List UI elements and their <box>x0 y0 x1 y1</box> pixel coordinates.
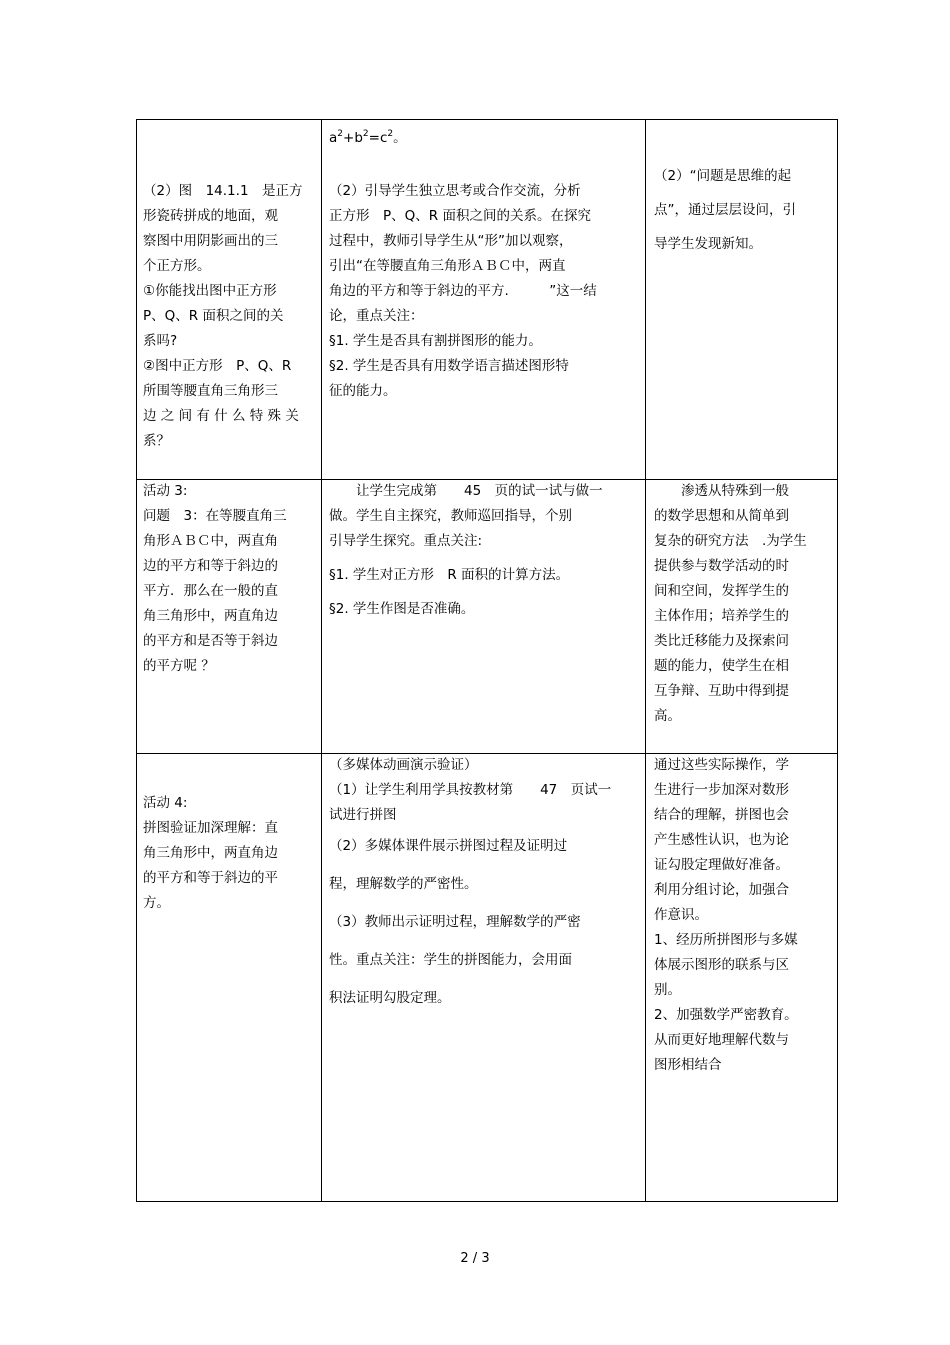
text-line: 过程中，教师引导学生从“形”加以观察， <box>329 233 573 249</box>
lesson-plan-table <box>136 119 838 1202</box>
text-line: 正方形 P、Q、R 面积之间的关系。在探究 <box>329 208 591 224</box>
text-line: P、Q、R 面积之间的关 <box>143 308 284 324</box>
row1-formula <box>329 126 641 153</box>
text-line: 主体作用；培养学生的 <box>654 608 789 624</box>
text-line: 题的能力，使学生在相 <box>654 658 789 674</box>
text-line: 图形相结合 <box>654 1057 722 1073</box>
table-border-right <box>837 119 838 1202</box>
row1-activity-cell <box>143 179 315 454</box>
text-line: 类比迁移能力及探索问 <box>654 633 789 649</box>
text-line: （2）多媒体课件展示拼图过程及证明过 <box>329 838 568 854</box>
table-border-bottom <box>136 1201 838 1202</box>
text-line: （2）图 14.1.1 是正方 <box>143 183 303 199</box>
text-line: 生进行一步加深对数形 <box>654 782 789 798</box>
text-line: （2）引导学生独立思考或合作交流，分析 <box>329 183 581 199</box>
text-line: 让学生完成第 45 页的试一试与做一 <box>329 483 603 499</box>
text-line: 积法证明勾股定理。 <box>329 990 451 1006</box>
text-line: §2. 学生是否具有用数学语言描述图形特 <box>329 358 569 374</box>
formula-term: +b <box>343 130 363 146</box>
row3-intent-cell <box>654 753 832 1078</box>
text-line: 复杂的研究方法 .为学生 <box>654 533 807 549</box>
text-line: §1. 学生是否具有割拼图形的能力。 <box>329 333 542 349</box>
text-line: 的平方和是否等于斜边 <box>143 633 278 649</box>
row1-intent-cell <box>654 159 832 261</box>
formula-term: 。 <box>393 130 407 146</box>
text-line: 所围等腰直角三角形三 <box>143 383 278 399</box>
text-line: 产生感性认识，也为论 <box>654 832 789 848</box>
text-line: 的数学思想和从简单到 <box>654 508 789 524</box>
text-line: 试进行拼图 <box>329 807 397 823</box>
text-line: 角三角形中，两直角边 <box>143 845 278 861</box>
text-line: 通过这些实际操作，学 <box>654 757 789 773</box>
text-line: 个正方形。 <box>143 258 211 274</box>
text-line: 渗透从特殊到一般 <box>654 483 789 499</box>
text-line: 的平方和等于斜边的平 <box>143 870 278 886</box>
text-line: 高。 <box>654 708 681 724</box>
text-line: 平方．那么在一般的直 <box>143 583 278 599</box>
text-line: 系吗? <box>143 333 178 349</box>
text-line: 论，重点关注： <box>329 308 424 324</box>
formula-term: =c <box>368 130 388 146</box>
text-line: 1、经历所拼图形与多媒 <box>654 932 798 948</box>
text-line: 的平方呢 ？ <box>143 658 215 674</box>
text-line: 体展示图形的联系与区 <box>654 957 789 973</box>
page-number: 2 / 3 <box>460 1251 490 1266</box>
row2-intent-cell <box>654 479 832 729</box>
text-line: 角边的平方和等于斜边的平方. ”这一结 <box>329 283 597 299</box>
formula-exponent: 2 <box>387 129 394 139</box>
text-line: 形瓷砖拼成的地面，观 <box>143 208 278 224</box>
row2-teacher-cell <box>329 479 641 622</box>
text-line: §2. 学生作图是否准确。 <box>329 601 475 617</box>
row1-teacher-cell <box>329 179 641 404</box>
row3-activity-cell <box>143 791 315 916</box>
formula-exponent: 2 <box>362 129 369 139</box>
text-line: 导学生发现新知。 <box>654 236 762 252</box>
text-line: 引出“在等腰直角三角形ＡＢＣ中，两直 <box>329 258 566 274</box>
text-line: （2）“问题是思维的起 <box>654 168 792 184</box>
text-line: 2、加强数学严密教育。 <box>654 1007 798 1023</box>
text-line: 从而更好地理解代数与 <box>654 1032 789 1048</box>
text-line: 做。学生自主探究，教师巡回指导，个别 <box>329 508 572 524</box>
text-line: （多媒体动画演示验证） <box>329 757 478 773</box>
column-divider-2 <box>645 119 646 1202</box>
text-line: §1. 学生对正方形 R 面积的计算方法。 <box>329 567 570 583</box>
column-divider-1 <box>321 119 322 1202</box>
text-line: 拼图验证加深理解：直 <box>143 820 278 836</box>
text-line: 程，理解数学的严密性。 <box>329 876 478 892</box>
formula-exponent: 2 <box>337 129 344 139</box>
formula-term: a <box>329 130 338 146</box>
text-line: 证勾股定理做好准备。 <box>654 857 789 873</box>
text-line: 角形ＡＢＣ中，两直角 <box>143 533 278 549</box>
text-line: 别。 <box>654 982 681 998</box>
text-line: 互争辩、互助中得到提 <box>654 683 789 699</box>
text-line: 结合的理解，拼图也会 <box>654 807 789 823</box>
text-line: 问题 3：在等腰直角三 <box>143 508 287 524</box>
text-line: ②图中正方形 P、Q、R <box>143 358 292 374</box>
text-line: 利用分组讨论，加强合 <box>654 882 789 898</box>
row3-teacher-cell <box>329 753 641 1011</box>
text-line: 引导学生探究。重点关注: <box>329 533 483 549</box>
text-line: 边的平方和等于斜边的 <box>143 558 278 574</box>
text-line: 边 之 间 有 什 么 特 殊 关 <box>143 408 299 424</box>
text-line: 性。重点关注：学生的拼图能力，会用面 <box>329 952 572 968</box>
text-line: 活动 4: <box>143 795 188 811</box>
text-line: 提供参与数学活动的时 <box>654 558 789 574</box>
text-line: 活动 3: <box>143 483 188 499</box>
row2-activity-cell <box>143 479 315 679</box>
table-border-top <box>136 119 838 120</box>
text-line: ①你能找出图中正方形 <box>143 283 277 299</box>
text-line: （3）教师出示证明过程，理解数学的严密 <box>329 914 581 930</box>
table-border-left <box>136 119 137 1202</box>
text-line: 点”，通过层层设问，引 <box>654 202 796 218</box>
text-line: （1）让学生利用学具按教材第 47 页试一 <box>329 782 612 798</box>
text-line: 间和空间，发挥学生的 <box>654 583 789 599</box>
text-line: 角三角形中，两直角边 <box>143 608 278 624</box>
text-line: 系？ <box>143 433 170 449</box>
text-line: 作意识。 <box>654 907 708 923</box>
text-line: 察图中用阴影画出的三 <box>143 233 278 249</box>
text-line: 征的能力。 <box>329 383 397 399</box>
text-line: 方。 <box>143 895 170 911</box>
